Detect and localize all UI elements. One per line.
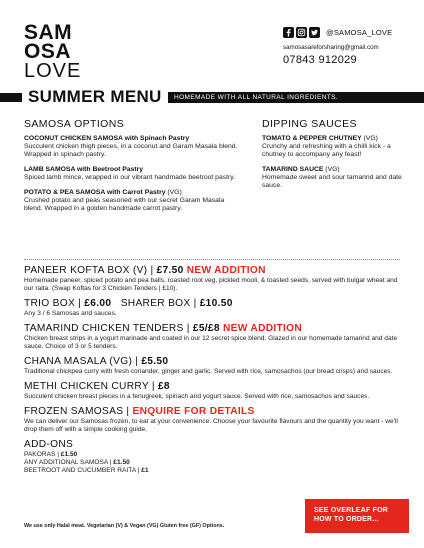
- addon-item: BEETROOT AND CUCUMBER RAITA | £1: [24, 467, 149, 474]
- addons-heading: ADD-ONS: [24, 439, 74, 450]
- cta-line-1: SEE OVERLEAF FOR: [314, 507, 388, 514]
- samosa-item-desc: Crushed potato and peas seasoned with our secret Garam Masala blend. Wrapped in a golden handmade carrot pastry.: [24, 197, 225, 212]
- tagline-bar: [168, 92, 424, 103]
- contact-block: [283, 26, 413, 66]
- social-row: [283, 26, 413, 38]
- menu-entry-heading: TAMARIND CHICKEN TENDERS | £5/£8 NEW ADDITION: [24, 323, 303, 334]
- addon-item: ANY ADDITIONAL SAMOSA | £1.50: [24, 459, 130, 466]
- dipping-sauces-heading: DIPPING SAUCES: [262, 118, 357, 130]
- sauce-item-desc: Crunchy and refreshing with a chilli kick - a chutney to accompany any feast!: [262, 143, 391, 158]
- menu-entry-paneer: [24, 265, 404, 293]
- sauce-item-title: TOMATO & PEPPER CHUTNEY (VG): [262, 135, 378, 142]
- menu-entry-frozen: [24, 406, 404, 434]
- section-divider: [24, 259, 400, 260]
- samosa-options-heading: SAMOSA OPTIONS: [24, 118, 125, 130]
- menu-entry-desc: Traditional chickpea curry with fresh coriander, ginger and garlic. Served with rice, samosachos (our bread crisps) and sauces.: [24, 368, 393, 375]
- tagline: HOMEMADE WITH ALL NATURAL INGREDIENTS.: [174, 94, 339, 101]
- samosa-item: [24, 166, 244, 182]
- menu-entry-heading: CHANA MASALA (VG) | £5.50: [24, 356, 169, 367]
- dietary-note: We use only Halal meat. Vegetarian (V) & Vegan (VG) Gluten free (GF) Options.: [24, 523, 225, 529]
- instagram-icon: [296, 27, 307, 38]
- menu-entry-addons: [24, 439, 404, 475]
- summer-menu-banner: [0, 88, 424, 106]
- samosa-options-section: [24, 118, 244, 220]
- new-addition-badge: NEW ADDITION: [186, 265, 266, 276]
- samosa-love-logo: [24, 23, 104, 81]
- sauce-item-desc: Homemade sweet and sour tamarind and date sauce.: [262, 174, 402, 189]
- twitter-icon: [309, 27, 320, 38]
- samosa-item: [24, 135, 244, 159]
- contact-phone: 07843 912029: [283, 54, 357, 66]
- enquire-badge: ENQUIRE FOR DETAILS: [132, 406, 255, 417]
- see-overleaf-box: [305, 499, 409, 533]
- samosa-item-desc: Spiced lamb mince, wrapped in our vibrant handmade beetroot pastry.: [24, 174, 236, 181]
- menu-entry-trio-sharer: [24, 298, 404, 318]
- sauce-item: [262, 135, 412, 159]
- sauce-item: [262, 166, 412, 190]
- addon-item: PAKORAS | £1.50: [24, 451, 78, 458]
- menu-entry-tenders: [24, 323, 404, 351]
- menu-entry-desc: Homemade paneer, spiced potato and pea balls, roasted root veg, pickled mooli, & toasted seeds, served with bulgar wheat and our raita. (Swap Koftas for 3 Chicken Tenders | £10).: [24, 277, 398, 292]
- menu-entry-desc: We can deliver our Samosas frozen, to eat at your convenience. Choose your favourite flavours and the quantity you want - we'll drop them off with a simple cooking guide.: [24, 418, 398, 433]
- logo-line-2: OSA: [24, 40, 72, 63]
- samosa-item: [24, 189, 244, 213]
- logo-line-3: LOVE: [24, 60, 82, 82]
- banner-left-bar: [0, 93, 22, 102]
- menu-title: SUMMER MENU: [28, 87, 162, 106]
- new-addition-badge: NEW ADDITION: [223, 323, 303, 334]
- menu-entry-desc: Chicken breast strips in a yogurt marinade and coated in our 12 secret spice blend. Glazed in our homemade tamarind and date sauce. Choice of 3 or 5 tenders.: [24, 335, 398, 350]
- menu-entry-chana: [24, 356, 404, 376]
- menu-entry-desc: Any 3 / 6 Samosas and sauces.: [24, 310, 117, 317]
- menu-entry-methi: [24, 381, 404, 401]
- samosa-item-title: POTATO & PEA SAMOSA with Carrot Pastry (VG): [24, 189, 182, 196]
- menu-entry-desc: Succulent chicken breast pieces in a fenugreek, spinach and yogurt sauce. Served with rice, samosachos and sauces.: [24, 393, 370, 400]
- menu-entry-heading: METHI CHICKEN CURRY | £8: [24, 381, 170, 392]
- sauce-item-title: TAMARIND SAUCE (VG): [262, 166, 340, 173]
- menu-entry-heading: FROZEN SAMOSAS | ENQUIRE FOR DETAILS: [24, 406, 255, 417]
- social-handle: @SAMOSA_LOVE: [326, 27, 393, 37]
- menu-entry-heading: PANEER KOFTA BOX (V) | £7.50 NEW ADDITION: [24, 265, 266, 276]
- cta-line-2: HOW TO ORDER...: [314, 516, 379, 523]
- logo-line-1: SAM: [24, 21, 73, 44]
- menu-entry-heading: TRIO BOX | £6.00 SHARER BOX | £10.50: [24, 298, 233, 309]
- samosa-item-title: LAMB SAMOSA with Beetroot Pastry: [24, 166, 144, 173]
- dipping-sauces-section: [262, 118, 412, 197]
- main-menu-list: [24, 265, 404, 480]
- samosa-item-title: COCONUT CHICKEN SAMOSA with Spinach Pastry: [24, 135, 190, 142]
- samosa-item-desc: Succulent chicken thigh pieces, in a coconut and Garam Masala blend. Wrapped in spinach pastry.: [24, 143, 238, 158]
- contact-email: samosasareforsharing@gmail.com: [283, 44, 379, 51]
- facebook-icon: [283, 27, 294, 38]
